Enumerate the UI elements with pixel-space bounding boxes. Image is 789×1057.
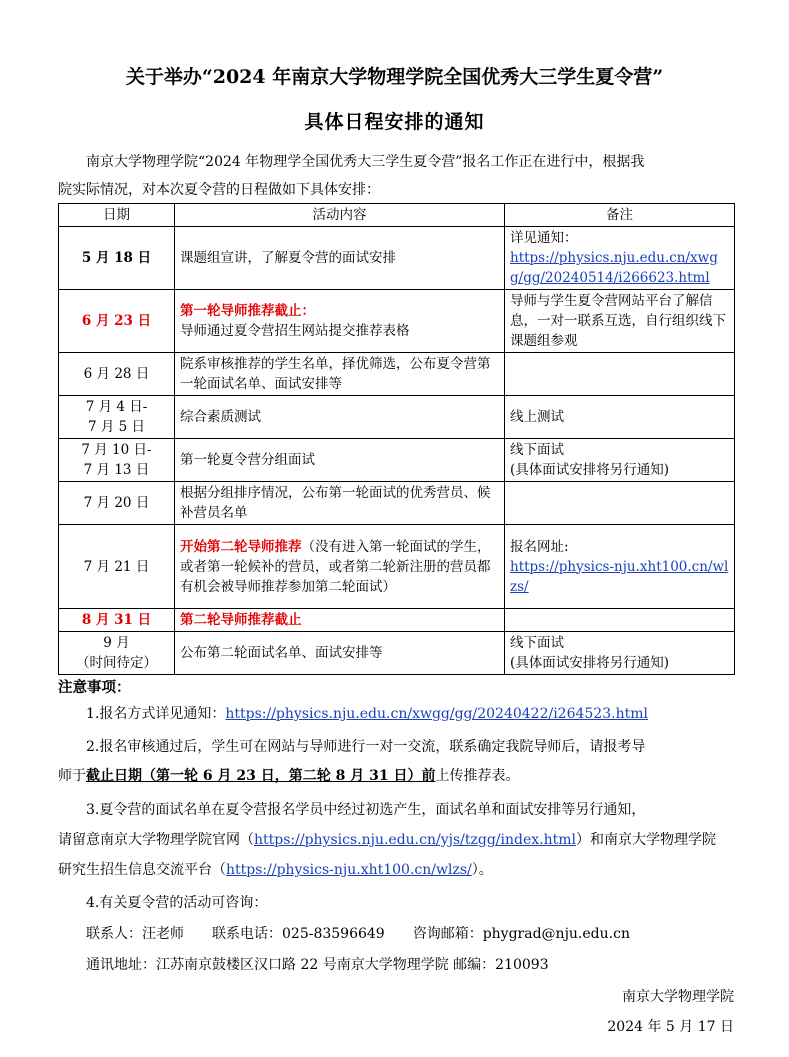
note-line: 线下面试 <box>510 635 564 651</box>
row-note <box>505 439 735 482</box>
notes-heading: 注意事项： <box>58 679 131 696</box>
address-line <box>58 955 738 975</box>
website-link[interactable]: https://physics.nju.edu.cn/yjs/tzgg/index.html <box>254 832 576 848</box>
header-date: 日期 <box>59 204 175 227</box>
note-text: 详见通知： <box>510 230 578 246</box>
date-line: （时间待定） <box>76 655 157 671</box>
row-date <box>59 439 175 482</box>
table-row <box>59 353 735 396</box>
note-3-text: 研究生招生信息交流平台（ <box>58 862 226 878</box>
intro-line-2: 院实际情况，对本次夏令营的日程做如下具体安排： <box>58 182 380 198</box>
table-row <box>59 525 735 609</box>
header-content: 活动内容 <box>175 204 505 227</box>
row-note <box>505 525 735 609</box>
title-line-1: 关于举办“2024 年南京大学物理学院全国优秀大三学生夏令营” <box>125 66 664 88</box>
note-line: 线下面试 <box>510 442 564 458</box>
table-row <box>59 290 735 353</box>
note-text: 报名网址: <box>510 538 569 555</box>
table-row <box>59 482 735 525</box>
row-note <box>505 632 735 675</box>
row-date <box>59 632 175 675</box>
intro-line-1: 南京大学物理学院“2024 年物理学全国优秀大三学生夏令营”报名工作正在进行中，根据我 <box>86 154 645 170</box>
note-1-link[interactable]: https://physics.nju.edu.cn/xwgg/gg/20240422/i264523.html <box>225 706 648 722</box>
address-text: 通讯地址：江苏南京鼓楼区汉口路 22 号南京大学物理学院 邮编：210093 <box>86 957 549 973</box>
row-note: 导师与学生夏令营网站平台了解信息，一对一联系互选，自行组织线下课题组参观 <box>505 290 735 353</box>
date-line: 9 月 <box>103 635 130 651</box>
note-line: (具体面试安排将另行通知) <box>510 462 670 478</box>
notice-link[interactable]: https://physics.nju.edu.cn/xwgg/gg/20240514/i266623.html <box>510 250 718 286</box>
row-date: 5 月 18 日 <box>59 227 175 290</box>
row-note <box>505 482 735 525</box>
schedule-table <box>58 203 735 675</box>
date-line: 7 月 10 日- <box>81 442 152 458</box>
row-note <box>505 353 735 396</box>
table-header-row <box>59 204 735 227</box>
signup-link[interactable]: https://physics-nju.xht100.cn/wlzs/ <box>510 558 729 595</box>
row-date: 6 月 28 日 <box>59 353 175 396</box>
note-line: (具体面试安排将另行通知) <box>510 655 670 671</box>
date-line: 7 月 5 日 <box>87 419 146 435</box>
platform-link[interactable]: https://physics-nju.xht100.cn/wlzs/ <box>226 862 472 878</box>
note-3-text: 3.夏令营的面试名单在夏令营报名学员中经过初选产生，面试名单和面试安排等另行通知， <box>86 802 646 818</box>
row-content <box>175 290 505 353</box>
intro-paragraph <box>58 148 733 204</box>
table-row <box>59 227 735 290</box>
note-4-text: 4.有关夏令营的活动可咨询： <box>86 895 268 911</box>
contact-text: 联系人：汪老师 联系电话：025-83596649 咨询邮箱：phygrad@nju.edu.cn <box>86 926 630 942</box>
row-date <box>59 396 175 439</box>
row-date: 6 月 23 日 <box>59 290 175 353</box>
row-content: 院系审核推荐的学生名单，择优筛选，公布夏令营第一轮面试名单、面试安排等 <box>175 353 505 396</box>
note-1 <box>58 704 738 724</box>
header-note: 备注 <box>505 204 735 227</box>
signature-date: 2024 年 5 月 17 日 <box>607 1019 734 1035</box>
row-note: 线上测试 <box>505 396 735 439</box>
row-content <box>175 525 505 609</box>
note-2-text: 2.报名审核通过后，学生可在网站与导师进行一对一交流，联系确定我院导师后，请报考导 <box>86 739 646 755</box>
table-row <box>59 396 735 439</box>
content-text: 导师通过夏令营招生网站提交推荐表格 <box>180 323 410 339</box>
content-text: （没有进入第一轮面试的学生，或者第一轮候补的营员，或者第二轮新注册的营员都有机会被导师推荐参加第二轮面试） <box>180 538 491 595</box>
row-content: 根据分组排序情况，公布第一轮面试的优秀营员、候补营员名单 <box>175 482 505 525</box>
highlight-text: 第二轮导师推荐截止 <box>180 612 302 628</box>
note-3-text: ）。 <box>471 862 493 878</box>
row-note <box>505 609 735 632</box>
note-3-line-3 <box>58 860 738 880</box>
title-line-2: 具体日程安排的通知 <box>304 111 485 133</box>
note-3-line-2 <box>58 830 738 850</box>
signature-org: 南京大学物理学院 <box>622 989 734 1005</box>
highlight-text: 第一轮导师推荐截止： <box>180 303 315 319</box>
note-2-line-1 <box>58 737 738 757</box>
row-date: 7 月 21 日 <box>59 525 175 609</box>
note-4 <box>58 893 738 913</box>
deadline-text: 截止日期（第一轮 6 月 23 日，第二轮 8 月 31 日）前 <box>86 768 436 784</box>
contact-line <box>58 924 738 944</box>
date-line: 7 月 4 日- <box>85 399 148 415</box>
note-3-text: 请留意南京大学物理学院官网（ <box>58 832 254 848</box>
note-3-line-1 <box>58 800 738 820</box>
note-3-text: ）和南京大学物理学院 <box>575 832 716 848</box>
note-2-line-2 <box>58 766 738 786</box>
row-content <box>175 609 505 632</box>
row-content: 公布第二轮面试名单、面试安排等 <box>175 632 505 675</box>
table-row <box>59 632 735 675</box>
note-2-text: 师于 <box>58 768 86 784</box>
date-line: 7 月 13 日 <box>83 462 150 478</box>
row-note <box>505 227 735 290</box>
row-content: 第一轮夏令营分组面试 <box>175 439 505 482</box>
note-2-text: 上传推荐表。 <box>435 768 520 784</box>
row-date: 7 月 20 日 <box>59 482 175 525</box>
note-1-text: 1.报名方式详见通知： <box>86 706 226 722</box>
row-content: 综合素质测试 <box>175 396 505 439</box>
table-row <box>59 609 735 632</box>
highlight-text: 开始第二轮导师推荐 <box>180 538 302 555</box>
table-row <box>59 439 735 482</box>
row-content: 课题组宣讲，了解夏令营的面试安排 <box>175 227 505 290</box>
row-date: 8 月 31 日 <box>59 609 175 632</box>
